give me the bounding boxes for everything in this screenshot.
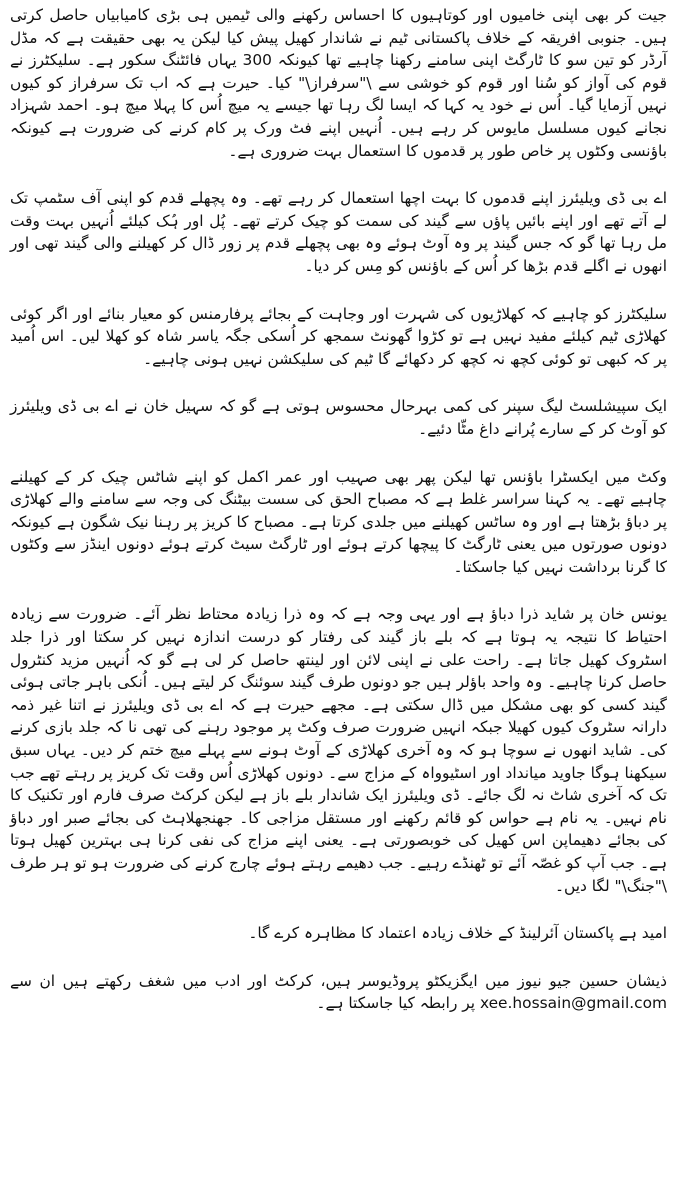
paragraph-de-villiers-footwork: اے بی ڈی ویلیئرز اپنے قدموں کا بہت اچھا استعمال کر رہے تھے۔ وہ پچھلے قدم کو اپنی آف سٹمپ تک لے آتے تھے اور اپنے بائیں پاؤں سے گیند کی سمت کو چیک کرتے تھے۔ پُل اور ہُک کیلئے اُنہیں بہت وقت مل رہا تھا گو کہ جس گیند پر وہ آوٹ ہوئے وہ بھی پچھلے قدم پر زور ڈال کر کھیلنے والی گیند تھی اور انھوں نے اگلے قدم بڑھا کر اُس کے باؤنس کو مِس کر دیا۔ [10, 189, 667, 275]
paragraph-author-bio: ذیشان حسین جیو نیوز میں ایگزیکٹو پروڈیوسر ہیں، کرکٹ اور ادب میں شغف رکھتے ہیں ان سے xee.hossain@gmail.com پر رابطہ کیا جاسکتا ہے۔ [10, 971, 667, 1013]
paragraph-selectors: سلیکٹرز کو چاہیے کہ کھلاڑیوں کی شہرت اور وجاہت کے بجائے پرفارمنس کو معیار بنائے اور اگر کوئی کھلاڑی ٹیم کیلئے مفید نہیں ہے تو کڑوا گھونٹ سمجھ کر اُسکی جگہ یاسر شاہ کو کھلا لیں۔ اس اُمید پر کہ کبھی تو کوئی کچھ نہ کچھ کر دکھائے گا ٹیم کی سلیکشن نہیں ہونی چاہیے۔ [10, 304, 667, 368]
paragraph-intro: جیت کر بھی اپنی خامیوں اور کوتاہیوں کا احساس رکھنے والی ٹیمیں ہی بڑی کامیابیاں حاصل کرتی ہیں۔ جنوبی افریقہ کے خلاف پاکستانی ٹیم نے شاندار کھیل پیش کیا لیکن یہ بھی حقیقت ہے کہ مڈل آرڈر کو تین سو کا ٹارگٹ اپنی سامنے رکھنا چاہیے تھا کیونکہ 300 یہاں فائٹنگ سکور ہے۔ سلیکٹرز نے قوم کی آواز کو سُنا اور قوم کو خوشی سے \"سرفراز\" کیا۔ حیرت ہے کہ اب تک سرفراز کو کیوں نہیں آزمایا گیا۔ اُس نے خود یہ کہا کہ ایسا لگ رہا تھا جیسے یہ میچ اُس کا پہلا میچ ہو۔ احمد شہزاد نجانے کیوں مسلسل مایوس کر رہے ہیں۔ اُنہیں اپنے فٹ ورک پر کام کرنے کی ضرورت ہے کیونکہ باؤنسی وکٹوں پر خاص طور پر قدموں کا استعمال بہت ضروری ہے۔ [10, 6, 667, 160]
paragraph-misbah: وکٹ میں ایکسٹرا باؤنس تھا لیکن پھر بھی صہیب اور عمر اکمل کو اپنے شاٹس چیک کر کے کھیلنے چاہیے تھے۔ یہ کہنا سراسر غلط ہے کہ مصباح الحق کی سست بیٹنگ کی وجہ سے سامنے والے کھلاڑی پر دباؤ بڑھتا ہے اور وہ ساٹس کھیلنے میں جلدی کرتا ہے۔ مصباح کا کریز پر رہنا نیک شگون ہے کیونکہ دونوں صورتوں میں یعنی ٹارگٹ کا پیچھا کرتے ہوئے اور ٹارگٹ سیٹ کرتے ہوئے دونوں اینڈز سے وکٹوں کا گرنا برداشت نہیں کیا جاسکتا۔ [10, 467, 667, 576]
paragraph-leg-spinner: ایک سپیشلسٹ لیگ سپنر کی کمی بہرحال محسوس ہوتی ہے گو کہ سہیل خان نے اے بی ڈی ویلیئرز کو آوٹ کر کے سارے پُرانے داغ مٹّا دئیے۔ [10, 397, 667, 438]
paragraph-ireland: امید ہے پاکستان آئرلینڈ کے خلاف زیادہ اعتماد کا مظاہرہ کرے گا۔ [248, 924, 667, 943]
paragraph-younis-khan: یونس خان پر شاید ذرا دباؤ ہے اور یہی وجہ ہے کہ وہ ذرا زیادہ محتاط نظر آئے۔ ضرورت سے زیادہ احتیاط کا نتیجہ یہ ہوتا ہے کہ بلے باز گیند کی رفتار کو درست اندازہ نہیں کر سکتا اور ذرا جلد اسٹروک کھیل جاتا ہے۔ راحت علی نے اپنی لائن اور لینتھ حاصل کر لی ہے گو کہ اُنہیں مزید کنٹرول حاصل کرنا چاہیے۔ وہ واحد باؤلر ہیں جو دونوں طرف گیند سوئنگ کر لیتے ہیں۔ اُنکی باہر جاتی ہوئی گیند کسی کو بھی مشکل میں ڈال سکتی ہے۔ مجھے حیرت ہے کہ اے بی ڈی ویلیئرز نے اتنا غیر ذمہ دارانہ سٹروک کیوں کھیلا جبکہ انہیں ضرورت صرف وکٹ پر موجود رہنے کی تھی نا کہ جلد بازی کرنے کی۔ شاید انھوں نے سوچا ہو کہ وہ آخری کھلاڑی کے آوٹ ہونے سے پہلے میچ ختم کر دیں۔ یہاں سبق سیکھنا ہوگا جاوید میانداد اور اسٹیوواہ کے مزاج سے۔ دونوں کھلاڑی اُس وقت تک کریز پر رہتے تھے جب تک کہ آخری شاٹ نہ لگ جائے۔ ڈی ویلیئرز ایک شاندار بلے باز ہے لیکن کرکٹ صرف فارم اور تکنیک کا نام نہیں۔ یہ نام ہے حواس کو قائم رکھنے اور مستقل مزاجی کا۔ جھنجھلاہٹ کی بجائے صبر اور دباؤ کی بجائے دھیماپن اس کھیل کی خوبصورتی ہے۔ یعنی اپنے مزاج کی نفی کرنا ہی بہترین کھیل ہوتا ہے۔ جب آپ کو غصّہ آئے تو ٹھنڈے رہیے۔ جب دھیمے رہتے ہوئے چارج کرنے کی ضرورت ہو تو ہر طرف \"جنگ\" لگا دیں۔ [10, 605, 667, 895]
